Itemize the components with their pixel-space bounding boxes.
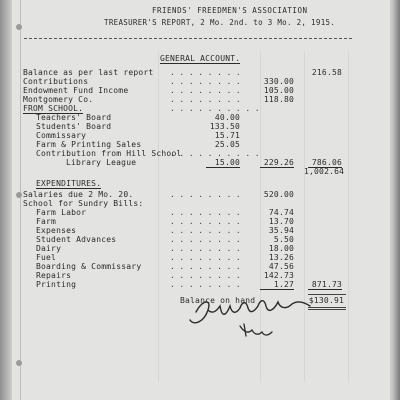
expense-item-amount: 13.26	[268, 253, 294, 262]
row-middle-amount: 330.00	[263, 77, 294, 86]
leader-dots: ........	[170, 262, 246, 271]
leader-dots: ........	[170, 217, 246, 226]
leader-dots: ........	[170, 280, 246, 289]
school-item-label: Commissary	[36, 131, 87, 140]
salaries-label: Salaries due 2 Mo. 20.	[23, 190, 134, 199]
grand-total-amount: 1,002.64	[304, 167, 345, 176]
leader-dots: ........	[170, 68, 246, 77]
school-item-amount: 40.00	[214, 113, 240, 122]
school-item-amount: 25.05	[214, 140, 240, 149]
school-item-amount: 15.71	[214, 131, 240, 140]
leader-dots: ..........	[170, 149, 265, 158]
expense-item-amount: 142.73	[263, 271, 294, 280]
row-right-amount: 216.58	[311, 68, 342, 77]
page-margin-line	[20, 0, 21, 400]
leader-dots: ........	[170, 190, 246, 199]
row-middle-amount: 105.00	[263, 86, 294, 95]
binder-hole	[16, 360, 22, 366]
school-item-amount: 15.00	[206, 158, 240, 168]
salaries-amount: 520.00	[263, 190, 294, 199]
row-label: Contributions	[23, 77, 89, 86]
binder-hole	[16, 192, 22, 198]
expense-item-label: Printing	[36, 280, 77, 289]
leader-dots: ........	[170, 235, 246, 244]
leader-dots: ........	[170, 208, 246, 217]
leader-dots: ........	[170, 271, 246, 280]
leader-dots: ........	[170, 95, 246, 104]
expense-item-label: Fuel	[36, 253, 57, 262]
balance-amount: $130.91	[308, 296, 344, 305]
header-separator	[24, 38, 352, 39]
sundry-label: School for Sundry Bills:	[23, 199, 144, 208]
expense-item-amount: 74.74	[268, 208, 294, 217]
school-item-label: Students' Board	[36, 122, 112, 131]
report-title: FRIENDS' FREEDMEN'S ASSOCIATION	[152, 6, 308, 15]
ledger-column-line	[158, 52, 159, 382]
expense-item-label: Student Advances	[36, 235, 117, 244]
leader-dots: ........	[170, 226, 246, 235]
expense-item-label: Farm Labor	[36, 208, 87, 217]
expense-item-amount: 5.50	[273, 235, 294, 244]
expense-item-amount: 35.94	[268, 226, 294, 235]
expense-item-label: Farm	[36, 217, 57, 226]
school-item-label: Contribution from Hill School	[36, 149, 182, 158]
sum-right-amount: 786.06	[308, 158, 342, 168]
expense-item-label: Expenses	[36, 226, 77, 235]
row-label: Endowment Fund Income	[23, 86, 129, 95]
document-page	[12, 0, 390, 400]
school-total-amount: 229.26	[260, 158, 294, 168]
leader-dots: ........	[170, 86, 246, 95]
sundry-total-amount: 871.73	[308, 280, 342, 290]
general-account-heading: GENERAL ACCOUNT.	[160, 54, 241, 63]
expense-item-amount: 18.00	[268, 244, 294, 253]
report-subtitle: TREASURER'S REPORT, 2 Mo. 2nd. to 3 Mo. 2, 1915.	[104, 18, 336, 27]
expenditures-heading: EXPENDITURES.	[36, 179, 102, 188]
expense-item-amount: 13.70	[268, 217, 294, 226]
leader-dots: ........	[170, 244, 246, 253]
leader-dots: ........	[170, 253, 246, 262]
leader-dots: ........	[170, 77, 246, 86]
expense-item-amount: 1.27	[260, 280, 294, 290]
treasurer-signature	[182, 290, 322, 350]
row-label: Balance as per last report	[23, 68, 154, 77]
expense-item-label: Boarding & Commissary	[36, 262, 142, 271]
row-middle-amount: 118.80	[263, 95, 294, 104]
school-item-label: Teachers' Board	[36, 113, 112, 122]
balance-label: Balance on hand	[180, 296, 256, 305]
binder-hole	[16, 24, 22, 30]
expense-item-amount: 47.56	[268, 262, 294, 271]
ledger-column-line	[348, 52, 349, 382]
expense-item-label: Repairs	[36, 271, 72, 280]
school-item-label: Farm & Printing Sales	[36, 140, 142, 149]
expense-item-label: Dairy	[36, 244, 62, 253]
leader-dots: ..........	[170, 104, 265, 113]
from-school-heading: FROM SCHOOL.	[23, 104, 84, 113]
school-item-amount: 133.50	[209, 122, 240, 131]
school-item-label: Library League	[66, 158, 137, 167]
row-label: Montgomery Co.	[23, 95, 94, 104]
